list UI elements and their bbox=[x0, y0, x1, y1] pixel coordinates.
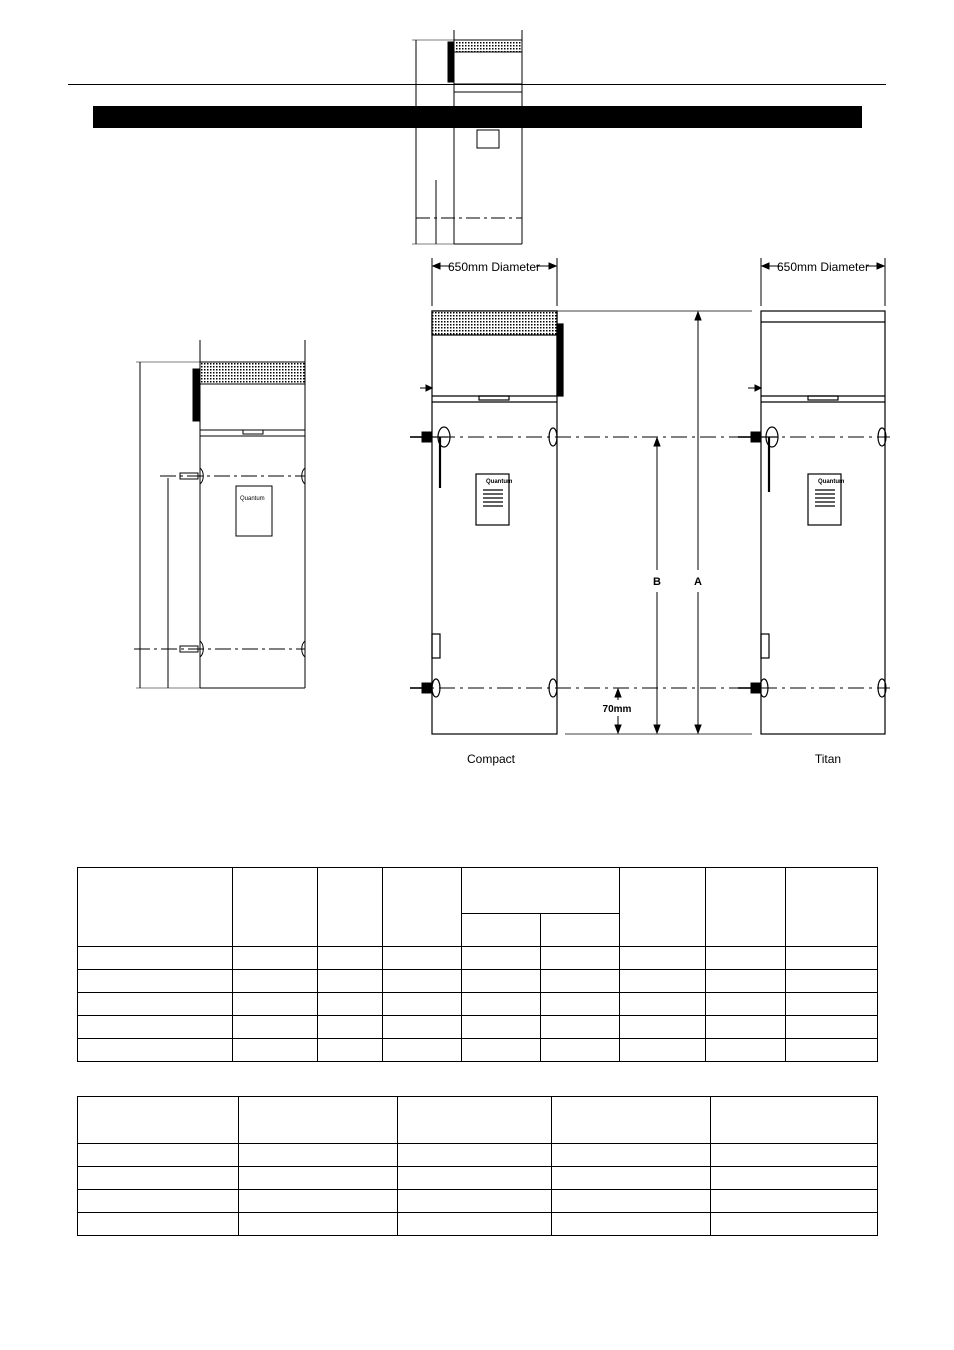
table-cell bbox=[383, 970, 462, 993]
table-row bbox=[78, 947, 878, 970]
table-cell bbox=[78, 1039, 233, 1062]
table-row bbox=[78, 1190, 878, 1213]
table-header-cell bbox=[711, 1097, 878, 1144]
table-cell bbox=[541, 993, 620, 1016]
table-cell bbox=[552, 1190, 711, 1213]
table-cell bbox=[78, 993, 233, 1016]
table-cell bbox=[78, 1190, 239, 1213]
table-cell bbox=[383, 947, 462, 970]
table-cell bbox=[398, 1144, 552, 1167]
table-cell bbox=[383, 993, 462, 1016]
table-cell bbox=[78, 1144, 239, 1167]
table-cell bbox=[318, 1016, 383, 1039]
table-cell bbox=[620, 993, 706, 1016]
table-row bbox=[78, 970, 878, 993]
table-header-cell bbox=[398, 1097, 552, 1144]
table-header-cell bbox=[786, 868, 878, 947]
table-cell bbox=[398, 1167, 552, 1190]
table-cell bbox=[706, 947, 786, 970]
table-cell bbox=[398, 1190, 552, 1213]
table-row bbox=[78, 993, 878, 1016]
table-cell bbox=[239, 1144, 398, 1167]
titan-cylinder bbox=[760, 311, 886, 734]
table-row bbox=[78, 1167, 878, 1190]
table-header-row bbox=[78, 1097, 878, 1144]
thumbnail-top bbox=[412, 30, 522, 244]
table-cell bbox=[706, 1016, 786, 1039]
table-row bbox=[78, 1039, 878, 1062]
table-cell bbox=[383, 1016, 462, 1039]
table-cell bbox=[239, 1167, 398, 1190]
table-cell bbox=[78, 1016, 233, 1039]
table-cell bbox=[620, 1039, 706, 1062]
table-cell bbox=[318, 947, 383, 970]
table-cell bbox=[462, 1039, 541, 1062]
table-header-cell bbox=[541, 914, 620, 947]
titan-caption: Titan bbox=[814, 752, 842, 766]
table-header-row bbox=[78, 868, 878, 914]
table-cell bbox=[786, 970, 878, 993]
table-cell bbox=[786, 1016, 878, 1039]
table-cell bbox=[462, 993, 541, 1016]
table-cell bbox=[78, 1167, 239, 1190]
table-cell bbox=[711, 1190, 878, 1213]
table-cell bbox=[318, 993, 383, 1016]
compact-cylinder bbox=[432, 311, 563, 734]
table-cell bbox=[233, 970, 318, 993]
titan-brand-label: Quantum bbox=[818, 479, 845, 485]
table-cell bbox=[239, 1213, 398, 1236]
table-cell bbox=[462, 1016, 541, 1039]
table-cell bbox=[620, 947, 706, 970]
table-cell bbox=[786, 993, 878, 1016]
capacity-table bbox=[77, 1096, 878, 1236]
table-cell bbox=[541, 1039, 620, 1062]
table-cell bbox=[78, 1213, 239, 1236]
table-header-cell bbox=[383, 868, 462, 947]
titan-diameter-label: 650mm Diameter bbox=[776, 260, 870, 274]
table-cell bbox=[233, 947, 318, 970]
dimension-b-label: B bbox=[653, 576, 661, 588]
table-cell bbox=[233, 1039, 318, 1062]
table-cell bbox=[711, 1167, 878, 1190]
titan-arrows bbox=[738, 385, 761, 693]
table-cell bbox=[552, 1144, 711, 1167]
table-cell bbox=[552, 1213, 711, 1236]
table-cell bbox=[786, 1039, 878, 1062]
table-cell bbox=[383, 1039, 462, 1062]
table-cell bbox=[233, 1016, 318, 1039]
table-cell bbox=[318, 1039, 383, 1062]
table-cell bbox=[541, 970, 620, 993]
table-cell bbox=[398, 1213, 552, 1236]
table-cell bbox=[706, 970, 786, 993]
compact-caption: Compact bbox=[466, 752, 516, 766]
table-cell bbox=[786, 947, 878, 970]
table-header-cell bbox=[620, 868, 706, 947]
table-header-cell bbox=[318, 868, 383, 947]
table-cell bbox=[711, 1144, 878, 1167]
dimension-a-label: A bbox=[694, 576, 702, 588]
table-header-cell bbox=[78, 868, 233, 947]
dimension-70mm-label: 70mm bbox=[602, 704, 632, 715]
table-cell bbox=[462, 947, 541, 970]
table-cell bbox=[78, 970, 233, 993]
small-brand-label: Quantum bbox=[240, 496, 265, 502]
table-cell bbox=[706, 993, 786, 1016]
compact-brand-label: Quantum bbox=[486, 479, 513, 485]
table-cell bbox=[318, 970, 383, 993]
table-cell bbox=[541, 947, 620, 970]
table-header-cell bbox=[239, 1097, 398, 1144]
table-row bbox=[78, 1213, 878, 1236]
table-cell bbox=[706, 1039, 786, 1062]
table-header-cell bbox=[462, 868, 620, 914]
table-cell bbox=[239, 1190, 398, 1213]
compact-diameter-label: 650mm Diameter bbox=[447, 260, 541, 274]
table-cell bbox=[233, 993, 318, 1016]
table-cell bbox=[711, 1213, 878, 1236]
compact-arrows bbox=[410, 385, 432, 693]
table-header-cell bbox=[706, 868, 786, 947]
table-row bbox=[78, 1144, 878, 1167]
small-cylinder-drawing bbox=[134, 340, 305, 688]
table-header-cell bbox=[552, 1097, 711, 1144]
table-cell bbox=[541, 1016, 620, 1039]
table-cell bbox=[620, 970, 706, 993]
table-cell bbox=[620, 1016, 706, 1039]
table-header-cell bbox=[78, 1097, 239, 1144]
table-cell bbox=[552, 1167, 711, 1190]
dimensions-table bbox=[77, 867, 878, 1062]
table-cell bbox=[78, 947, 233, 970]
table-cell bbox=[462, 970, 541, 993]
table-row bbox=[78, 1016, 878, 1039]
table-header-cell bbox=[233, 868, 318, 947]
table-header-cell bbox=[462, 914, 541, 947]
